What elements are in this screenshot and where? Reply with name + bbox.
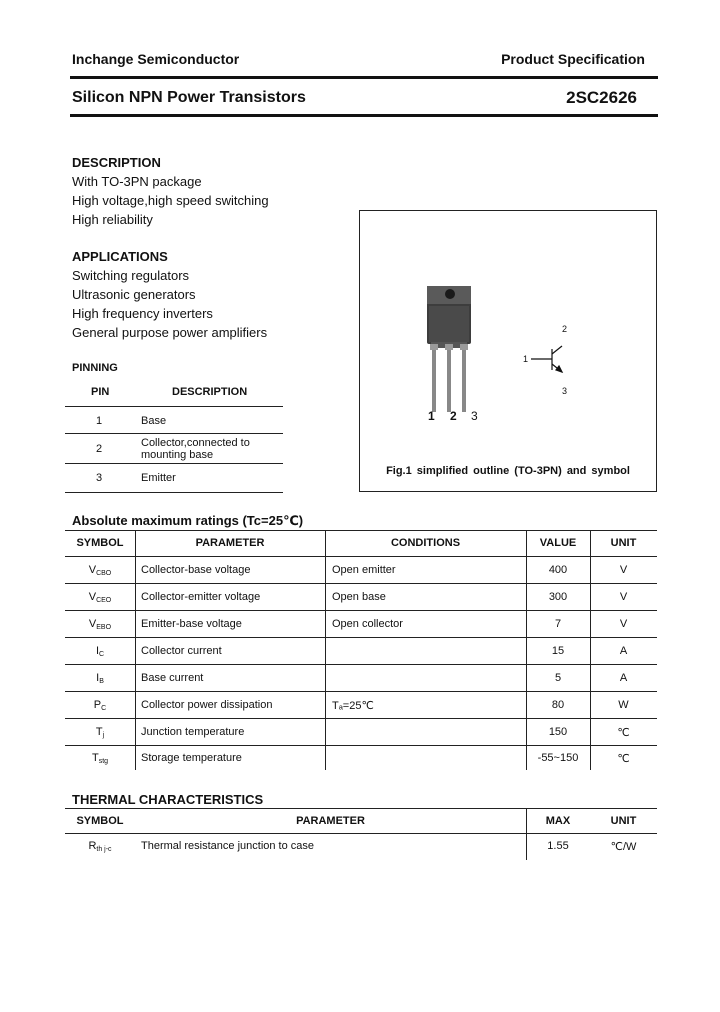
symbol-cell: $T_j$ xyxy=(95,726,105,739)
thermal-title: THERMAL CHARACTERISTICS xyxy=(72,792,264,807)
applications-list xyxy=(72,266,267,342)
thermal-header-unit: UNIT xyxy=(610,815,637,827)
abs-max-rule xyxy=(65,556,657,557)
symbol-label-collector: 2 xyxy=(562,324,568,334)
spec-label: Product Specification xyxy=(501,51,645,67)
description-item: High voltage,high speed switching xyxy=(72,193,269,208)
value-cell: 150 xyxy=(548,726,568,738)
parameter-cell: Junction temperature xyxy=(141,726,245,738)
pin-description: Base xyxy=(141,415,167,427)
abs-max-col-divider xyxy=(135,530,136,770)
unit-cell: V xyxy=(619,591,628,603)
pinning-rule xyxy=(65,492,283,493)
abs-max-col-divider xyxy=(325,530,326,770)
unit-cell: A xyxy=(619,645,628,657)
abs-max-rule xyxy=(65,718,657,719)
value-cell: -55~150 xyxy=(537,752,579,764)
parameter-cell: Collector-emitter voltage xyxy=(141,591,261,603)
symbol-label-base: 1 xyxy=(523,354,529,364)
pinning-header-pin: PIN xyxy=(91,386,110,398)
value-cell: 400 xyxy=(548,564,568,576)
pin-number: 3 xyxy=(96,472,103,484)
condition-cell: Open base xyxy=(332,591,386,603)
pin-number: 1 xyxy=(96,415,103,427)
parameter-cell: Emitter-base voltage xyxy=(141,618,242,630)
value-cell: 300 xyxy=(548,591,568,603)
abs-max-rule xyxy=(65,583,657,584)
description-item: High reliability xyxy=(72,212,153,227)
pinning-rule xyxy=(65,406,283,407)
description-list xyxy=(72,172,269,229)
applications-title: APPLICATIONS xyxy=(72,249,168,264)
value-cell: 5 xyxy=(554,672,562,684)
thermal-rule xyxy=(65,833,657,834)
condition-cell: Open emitter xyxy=(332,564,396,576)
part-number: 2SC2626 xyxy=(566,88,637,107)
unit-cell: W xyxy=(618,699,629,711)
abs-max-rule xyxy=(65,610,657,611)
application-item: General purpose power amplifiers xyxy=(72,325,268,340)
abs-max-header-conditions: CONDITIONS xyxy=(390,537,461,549)
description-title: DESCRIPTION xyxy=(72,155,161,170)
thermal-header-symbol: SYMBOL xyxy=(76,815,124,827)
abs-max-rule xyxy=(65,691,657,692)
abs-max-rule xyxy=(65,637,657,638)
application-item: Switching regulators xyxy=(72,268,190,283)
unit-cell: ℃/W xyxy=(610,841,637,853)
parameter-cell: Collector current xyxy=(141,645,222,657)
pinning-rule xyxy=(65,463,283,464)
symbol-cell: $V_{CBO}$ xyxy=(88,564,112,577)
pinning-rule xyxy=(65,433,283,434)
npn-symbol-icon xyxy=(531,346,562,372)
header-rule-bottom xyxy=(70,114,658,117)
abs-max-rule-top xyxy=(65,530,657,531)
description-item: With TO-3PN package xyxy=(72,174,202,189)
parameter-cell: Thermal resistance junction to case xyxy=(141,840,315,852)
lead-label: 2 xyxy=(450,409,457,423)
application-item: Ultrasonic generators xyxy=(72,287,196,302)
symbol-cell: $P_C$ xyxy=(93,699,107,712)
thermal-header-max: MAX xyxy=(545,815,571,827)
condition-cell: Tₐ=25℃ xyxy=(332,700,374,712)
unit-cell: ℃ xyxy=(617,727,630,739)
abs-max-header-parameter: PARAMETER xyxy=(195,537,265,549)
header-rule-top xyxy=(70,76,658,79)
abs-max-header-unit: UNIT xyxy=(610,537,637,549)
parameter-cell: Base current xyxy=(141,672,204,684)
abs-max-title: Absolute maximum ratings (Tc=25℃) xyxy=(72,513,304,528)
abs-max-rule xyxy=(65,745,657,746)
symbol-cell: $R_{th j-c}$ xyxy=(88,840,112,853)
symbol-cell: $I_C$ xyxy=(95,645,105,658)
pin-description: Collector,connected to mounting base xyxy=(141,437,250,461)
abs-max-header-value: VALUE xyxy=(539,537,577,549)
max-cell: 1.55 xyxy=(547,840,569,852)
lead-label: 3 xyxy=(471,409,478,423)
package-drawing xyxy=(359,210,657,492)
unit-cell: V xyxy=(619,564,628,576)
unit-cell: A xyxy=(619,672,628,684)
value-cell: 15 xyxy=(551,645,565,657)
lead-2-icon xyxy=(447,348,451,412)
pin-description: Emitter xyxy=(141,472,176,484)
lead-label: 1 xyxy=(428,409,435,423)
unit-cell: V xyxy=(619,618,628,630)
condition-cell: Open collector xyxy=(332,618,403,630)
pinning-header-desc: DESCRIPTION xyxy=(172,386,248,398)
abs-max-rule xyxy=(65,664,657,665)
thermal-rule-top xyxy=(65,808,657,809)
symbol-label-emitter: 3 xyxy=(562,386,568,396)
figure-caption: Fig.1 simplified outline (TO-3PN) and symbol xyxy=(386,465,630,477)
product-line: Silicon NPN Power Transistors xyxy=(72,89,306,106)
pinning-title: PINNING xyxy=(72,362,118,374)
company-name: Inchange Semiconductor xyxy=(72,51,240,67)
symbol-cell: $V_{EBO}$ xyxy=(88,618,112,631)
parameter-cell: Collector-base voltage xyxy=(141,564,251,576)
value-cell: 7 xyxy=(554,618,562,630)
lead-1-icon xyxy=(432,348,436,412)
value-cell: 80 xyxy=(551,699,565,711)
unit-cell: ℃ xyxy=(617,753,630,765)
lead-3-icon xyxy=(462,348,466,412)
pin-number: 2 xyxy=(96,443,103,455)
thermal-header-parameter: PARAMETER xyxy=(296,815,365,827)
symbol-cell: $T_{stg}$ xyxy=(91,752,109,765)
abs-max-header-symbol: SYMBOL xyxy=(76,537,124,549)
parameter-cell: Storage temperature xyxy=(141,752,242,764)
symbol-cell: $V_{CEO}$ xyxy=(88,591,112,604)
application-item: High frequency inverters xyxy=(72,306,213,321)
symbol-cell: $I_B$ xyxy=(96,672,104,685)
parameter-cell: Collector power dissipation xyxy=(141,699,273,711)
